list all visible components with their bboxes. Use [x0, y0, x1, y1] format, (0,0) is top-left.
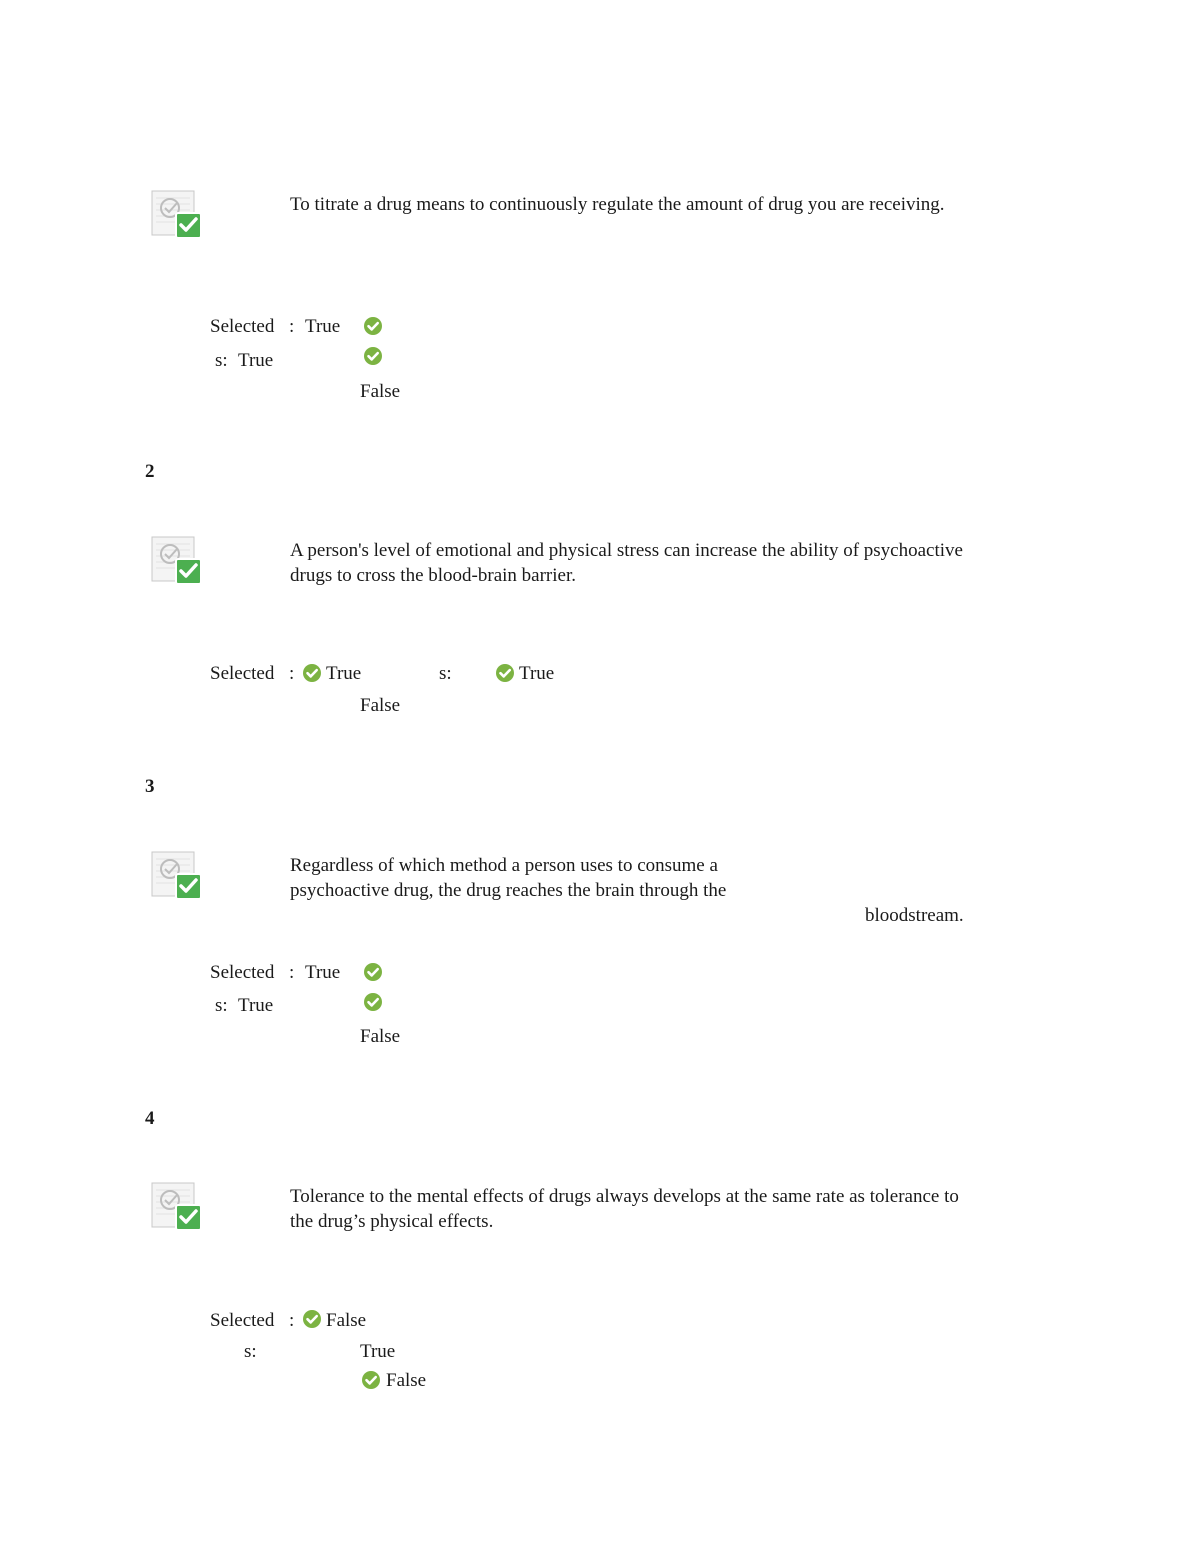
- check-icon: [363, 316, 383, 336]
- check-icon: [495, 663, 515, 683]
- s-label: s:: [215, 350, 228, 371]
- question-text-line-1: Regardless of which method a person uses to consume a: [290, 855, 718, 876]
- correct-question-icon: [150, 849, 204, 903]
- selected-answer: True: [305, 962, 341, 983]
- selected-answer: True: [305, 316, 341, 337]
- selected-label: Selected: [210, 962, 275, 983]
- check-icon: [363, 346, 383, 366]
- selected-label: Selected: [210, 316, 275, 337]
- question-number: 4: [145, 1108, 155, 1129]
- selected-answer: True: [326, 663, 362, 684]
- check-icon: [363, 992, 383, 1012]
- question-text: To titrate a drug means to continuously regulate the amount of drug you are receiving.: [290, 194, 945, 215]
- s-label: s:: [439, 663, 452, 684]
- question-number: 2: [145, 461, 155, 482]
- check-icon: [361, 1370, 381, 1390]
- s-label: s:: [244, 1341, 257, 1362]
- question-text-line-2: psychoactive drug, the drug reaches the brain through the: [290, 880, 727, 901]
- correct-question-icon: [150, 534, 204, 588]
- question-text-line-1: A person's level of emotional and physical stress can increase the ability of psychoactive: [290, 540, 963, 561]
- answer-option-true: True: [238, 995, 274, 1016]
- answer-option-false: False: [386, 1370, 427, 1391]
- correct-question-icon: [150, 188, 204, 242]
- answer-option-true: True: [519, 663, 555, 684]
- question-text-line-3: bloodstream.: [865, 905, 964, 926]
- colon: :: [289, 663, 295, 684]
- answer-option-false: False: [360, 695, 401, 716]
- selected-label: Selected: [210, 663, 275, 684]
- selected-answer: False: [326, 1310, 367, 1331]
- s-label: s:: [215, 995, 228, 1016]
- colon: :: [289, 316, 295, 337]
- question-number: 3: [145, 776, 155, 797]
- answer-option-false: False: [360, 1026, 401, 1047]
- answer-option-true: True: [238, 350, 274, 371]
- question-text-line-2: the drug’s physical effects.: [290, 1211, 494, 1232]
- answer-option-false: False: [360, 381, 401, 402]
- selected-label: Selected: [210, 1310, 275, 1331]
- correct-question-icon: [150, 1180, 204, 1234]
- colon: :: [289, 962, 295, 983]
- colon: :: [289, 1310, 295, 1331]
- answer-option-true: True: [360, 1341, 396, 1362]
- question-text-line-1: Tolerance to the mental effects of drugs always develops at the same rate as tolerance to: [290, 1186, 959, 1207]
- check-icon: [302, 1309, 322, 1329]
- question-text-line-2: drugs to cross the blood-brain barrier.: [290, 565, 576, 586]
- check-icon: [302, 663, 322, 683]
- check-icon: [363, 962, 383, 982]
